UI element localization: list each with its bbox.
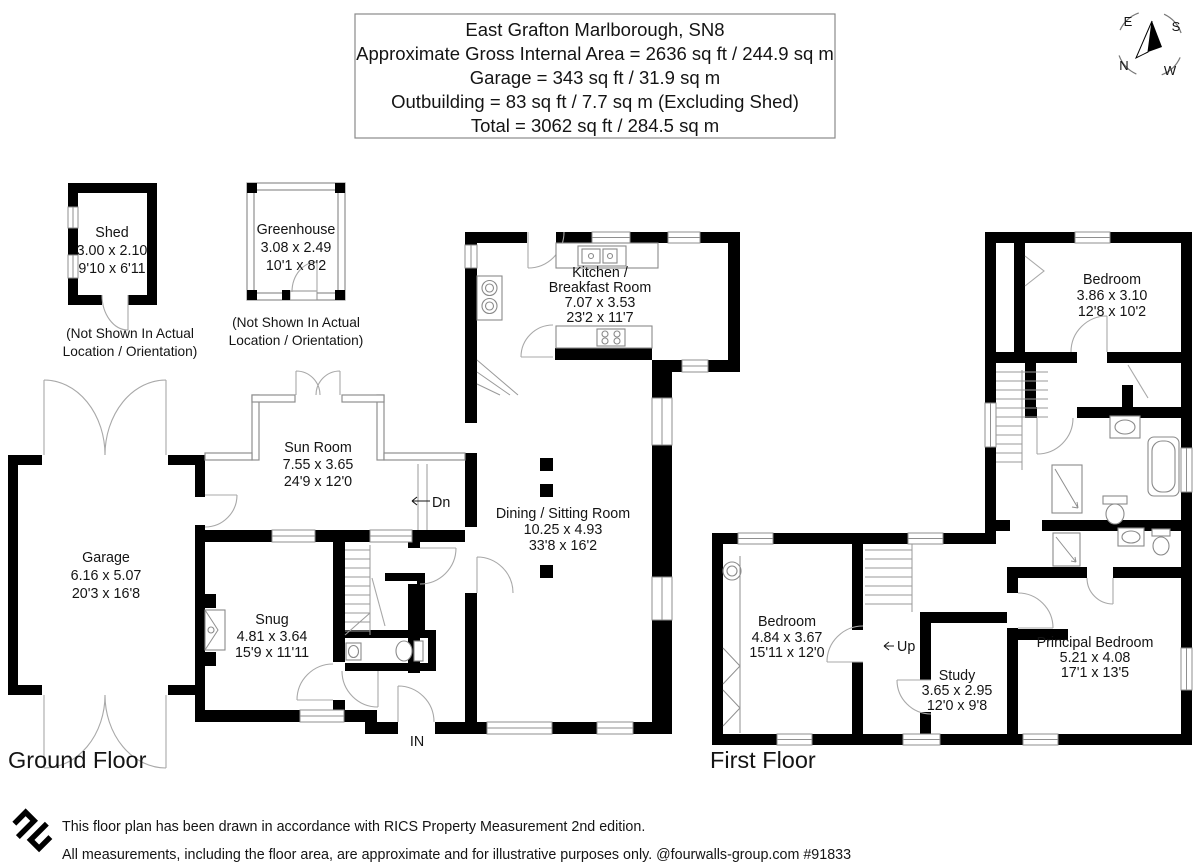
wc-sink-icon [346,643,361,660]
shed-plan [63,183,198,359]
snug-metric: 4.81 x 3.64 [236,629,308,645]
footer-rics-note: This floor plan has been drawn in accordance with RICS Property Measurement 2nd edition. [62,819,646,835]
shed-note-2: Location / Orientation) [62,344,198,359]
principal-bedroom-metric: 5.21 x 4.08 [1059,650,1131,666]
compass-west: W [1163,63,1177,78]
snug-name: Snug [255,612,289,628]
greenhouse-note-1: (Not Shown In Actual [232,315,360,330]
stairs-down-label: Dn [432,495,451,511]
shed-imperial: 9'10 x 6'11 [78,261,146,277]
bedroom-rear-name: Bedroom [1082,272,1142,288]
bedroom-front-name: Bedroom [757,614,817,630]
shed-name: Shed [95,225,129,241]
fireplace-icon [205,610,225,650]
title-total-area: Total = 3062 sq ft / 284.5 sq m [470,115,720,136]
dining-metric: 10.25 x 4.93 [523,522,603,538]
footer [9,807,851,863]
greenhouse-imperial: 10'1 x 8'2 [265,258,327,274]
garage-imperial: 20'3 x 16'8 [71,586,141,602]
shed-metric: 3.00 x 2.10 [76,243,148,259]
ensuite-shower-icon [1053,533,1080,566]
greenhouse-note-2: Location / Orientation) [228,333,364,348]
fourwalls-logo-icon [9,807,55,853]
entrance-label: IN [409,734,425,750]
compass-icon [1106,0,1193,87]
bathroom-shower-icon [1052,465,1082,513]
bedroom-front-metric: 4.84 x 3.67 [751,630,823,646]
dining-imperial: 33'8 x 16'2 [528,538,598,554]
garage-metric: 6.16 x 5.07 [70,568,142,584]
ensuite-sink-icon [1118,528,1144,546]
ground-floor-title: Ground Floor [8,747,147,773]
dining-name: Dining / Sitting Room [495,506,631,522]
shed-note-1: (Not Shown In Actual [66,326,194,341]
title-address: East Grafton Marlborough, SN8 [465,19,725,40]
first-floor-title: First Floor [710,747,816,773]
hob-counter [556,326,652,348]
bedroom-sink-icon [723,562,741,580]
kitchen-metric: 7.07 x 3.53 [564,295,636,311]
sun-room-name: Sun Room [284,440,352,456]
ensuite-toilet-icon [1152,529,1170,555]
bedroom-front-imperial: 15'11 x 12'0 [749,645,825,661]
cooker-icon [477,276,502,320]
bedroom-rear-imperial: 12'8 x 10'2 [1077,304,1147,320]
study-metric: 3.65 x 2.95 [921,683,993,699]
sun-room-metric: 7.55 x 3.65 [282,457,354,473]
sun-room-imperial: 24'9 x 12'0 [283,474,353,490]
stairs-up-arrow-icon [884,642,894,650]
study-imperial: 12'0 x 9'8 [926,698,988,714]
wardrobe-icon [723,556,740,733]
greenhouse-metric: 3.08 x 2.49 [260,240,332,256]
title-garage-area: Garage = 343 sq ft / 31.9 sq m [469,67,721,88]
snug-imperial: 15'9 x 11'11 [234,645,310,661]
study-name: Study [938,668,976,684]
kitchen-name-2: Breakfast Room [548,280,652,296]
kitchen-name-1: Kitchen / [572,265,628,281]
compass-needle-light [1136,21,1152,58]
title-gross-area: Approximate Gross Internal Area = 2636 sq ft / 244.9 sq m [356,43,834,64]
greenhouse-plan [229,183,364,348]
kitchen-imperial: 23'2 x 11'7 [566,310,634,326]
title-block [355,14,835,138]
greenhouse-name: Greenhouse [256,222,336,238]
shed-door [102,295,128,330]
bathroom-sink-icon [1110,416,1140,438]
stairs-up-label: Up [897,639,916,655]
compass-north: N [1119,58,1129,73]
bath-icon [1148,437,1179,496]
compass-east: E [1123,14,1133,29]
wc-toilet-icon [396,641,423,661]
principal-bedroom-imperial: 17'1 x 13'5 [1060,665,1130,681]
bathroom-toilet-icon [1103,496,1127,524]
bedroom-rear-metric: 3.86 x 3.10 [1076,288,1148,304]
garage-name: Garage [82,550,130,566]
footer-disclaimer: All measurements, including the floor area, are approximate and for illustrative purposes only. @fourwalls-group.com #91833 [62,847,852,863]
title-outbuilding-area: Outbuilding = 83 sq ft / 7.7 sq m (Excluding Shed) [391,91,799,112]
principal-bedroom-name: Principal Bedroom [1036,635,1154,651]
compass-south: S [1171,19,1181,34]
